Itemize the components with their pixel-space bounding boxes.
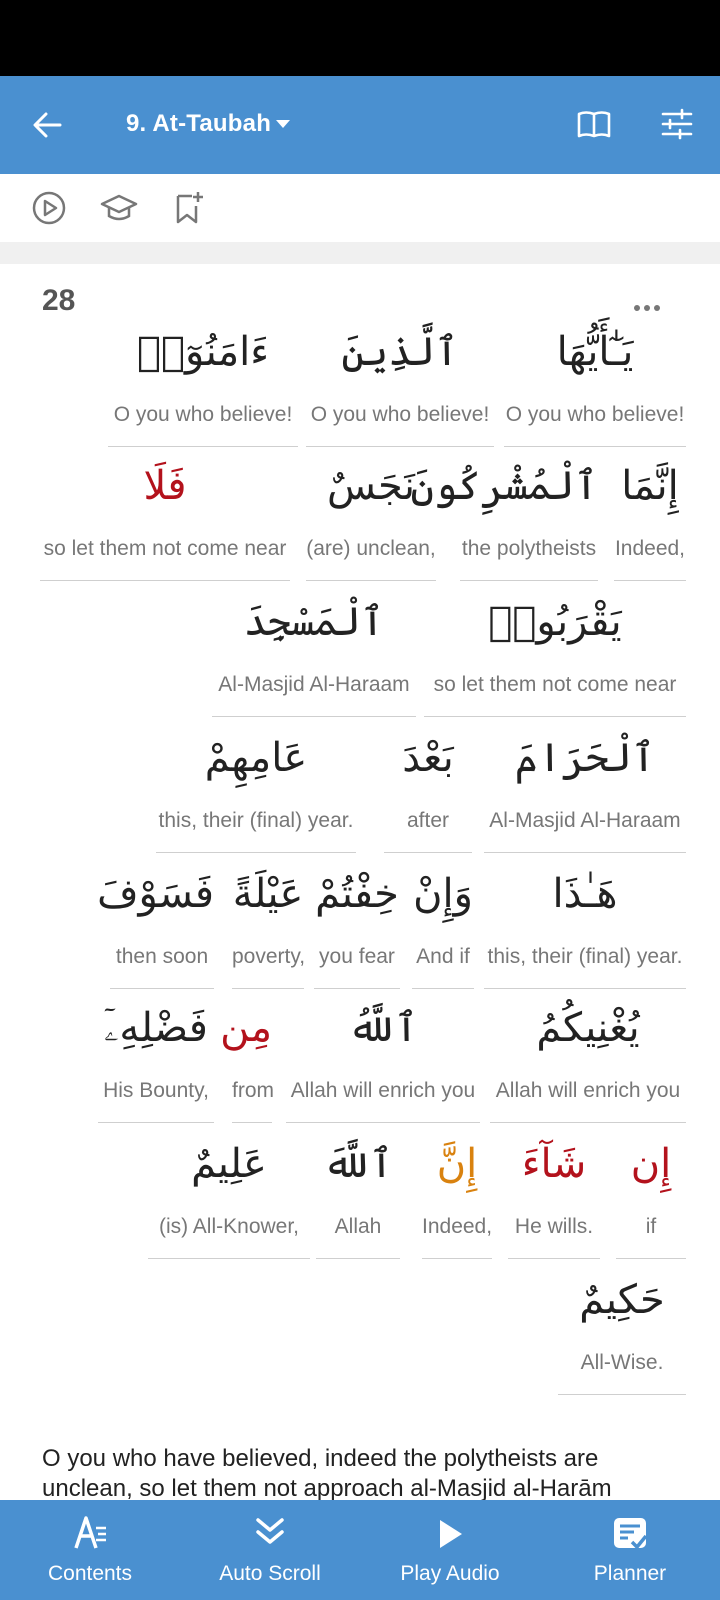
word-underline [316,1258,400,1259]
arabic-word: عَامِهِمْ [204,735,308,781]
word-item[interactable] [504,322,686,452]
more-options-icon[interactable] [634,296,664,315]
word-item[interactable] [410,456,598,586]
word-item[interactable] [616,1134,686,1264]
word-translation: His Bounty, [103,1079,209,1102]
nav-planner[interactable] [540,1500,720,1600]
app-bar [0,76,720,174]
arabic-word: إِنَّمَا [621,463,679,509]
word-item[interactable] [220,998,274,1128]
word-underline [412,988,474,989]
word-translation: He wills. [514,1215,594,1238]
bottom-navigation [0,1500,720,1600]
word-item[interactable] [212,592,416,722]
word-underline [484,852,686,853]
word-item[interactable] [490,998,686,1128]
word-underline [232,1122,272,1123]
word-translation: Indeed, [422,1215,493,1238]
arabic-word: فَسَوْفَ [97,871,214,917]
word-underline [508,1258,600,1259]
nav-contents[interactable] [0,1500,180,1600]
word-translation: this, their (final) year. [158,809,354,832]
word-translation: Allah will enrich you [495,1079,681,1102]
word-item[interactable] [286,998,480,1128]
word-underline [504,446,686,447]
word-underline [422,1258,492,1259]
word-underline [424,716,686,717]
back-arrow-icon[interactable] [30,110,64,140]
word-translation: (are) unclean, [306,537,436,560]
arabic-word: نَجَسٌ [327,463,415,509]
word-item[interactable] [508,1134,600,1264]
play-circle-icon[interactable] [29,188,69,228]
arabic-word: عَلِيمٌ [191,1141,267,1187]
word-translation: then soon [115,945,209,968]
arabic-word: مِن [220,1005,272,1051]
word-item[interactable] [484,864,686,994]
word-translation: this, their (final) year. [487,945,683,968]
book-icon[interactable] [576,108,612,140]
add-bookmark-icon[interactable] [168,188,208,228]
arabic-word: فَلَا [143,463,187,509]
word-underline [148,1258,310,1259]
auto-scroll-icon [252,1514,288,1554]
word-item[interactable] [156,728,356,858]
section-divider [0,242,720,264]
nav-play-audio[interactable] [360,1500,540,1600]
arabic-word: يَـٰٓأَيُّهَا [556,329,634,375]
word-underline [110,988,214,989]
play-audio-icon [432,1514,468,1554]
arabic-word: ٱلَّذِينَ [341,329,459,375]
word-underline [460,580,598,581]
word-translation: And if [416,945,470,968]
word-translation: All-Wise. [580,1351,664,1374]
word-underline [212,716,416,717]
word-item[interactable] [558,1270,686,1400]
arabic-word: عَيْلَةً [232,871,304,917]
arabic-word: فَضْلِهِۦٓ [104,1005,208,1051]
arabic-word: خِفْتُمْ [315,871,399,917]
word-item[interactable] [422,1134,492,1264]
nav-contents-label: Contents [47,1562,133,1585]
arabic-word: بَعْدَ [402,735,454,781]
word-underline [306,580,436,581]
graduation-cap-icon[interactable] [99,188,139,228]
word-item[interactable] [98,998,214,1128]
word-translation: so let them not come near [43,537,287,560]
arabic-word: ٱللَّهُ [347,1005,419,1051]
word-translation: O you who believe! [113,403,293,426]
nav-auto-scroll-label: Auto Scroll [219,1562,321,1585]
arabic-word: ٱلْحَرَامَ [514,735,656,781]
word-translation: so let them not come near [433,673,677,696]
contents-icon [72,1514,108,1554]
word-underline [286,1122,480,1123]
nav-auto-scroll[interactable] [180,1500,360,1600]
arabic-word: ٱلْمُشْرِكُونَ [410,463,598,509]
word-underline [40,580,290,581]
word-underline [614,580,686,581]
nav-play-audio-label: Play Audio [400,1562,500,1585]
word-item[interactable] [148,1134,310,1264]
word-translation: poverty, [232,945,306,968]
word-underline [98,1122,214,1123]
word-translation: after [406,809,450,832]
verse-content [0,264,720,1500]
word-translation: Allah [334,1215,382,1238]
verse-toolbar [0,174,720,242]
word-item[interactable] [384,728,472,858]
status-bar [0,0,720,76]
arabic-word: هَـٰذَا [552,871,618,917]
planner-icon [612,1514,648,1554]
word-translation: Al-Masjid Al-Haraam [489,809,681,832]
word-item[interactable] [306,322,494,452]
word-underline [616,1258,686,1259]
verse-translation: O you who have believed, indeed the polytheists are unclean, so let them not approach al-Masjid al-Harām [42,1445,612,1500]
word-translation: O you who believe! [505,403,685,426]
word-translation: (is) All-Knower, [158,1215,300,1238]
verse-number: 28 [42,284,76,317]
arabic-word: إِنَّ [436,1141,478,1187]
word-underline [156,852,356,853]
word-translation: Al-Masjid Al-Haraam [218,673,410,696]
arabic-word: يُغْنِيكُمُ [536,1005,640,1051]
word-translation: you fear [319,945,395,968]
word-item[interactable] [232,864,304,994]
arabic-word: يَقْرَبُوا۟ [488,599,622,645]
arabic-word: ٱللَّهَ [322,1141,394,1187]
word-item[interactable] [614,456,686,586]
arabic-word: وَإِنْ [413,871,473,917]
word-item[interactable] [484,728,686,858]
word-item[interactable] [314,864,400,994]
word-underline [484,988,686,989]
arabic-word: إِن [630,1141,672,1187]
word-item[interactable] [424,592,686,722]
word-translation: if [645,1215,657,1238]
word-translation: O you who believe! [310,403,490,426]
word-underline [490,1122,686,1123]
surah-title[interactable]: 9. At-Taubah [126,110,272,137]
word-item[interactable] [40,456,290,586]
surah-dropdown-caret-icon[interactable] [276,120,290,128]
word-item[interactable] [412,864,474,994]
arabic-word: شَآءَ [521,1141,587,1187]
word-translation: from [232,1079,274,1102]
word-translation: the polytheists [461,537,597,560]
word-underline [558,1394,686,1395]
nav-planner-label: Planner [593,1562,667,1585]
word-translation: Allah will enrich you [290,1079,476,1102]
arabic-word: ءَامَنُوٓا۟ [136,329,270,375]
word-translation: Indeed, [614,537,686,560]
arabic-word: حَكِيمٌ [579,1277,665,1323]
word-underline [306,446,494,447]
arabic-word: ٱلْمَسْجِدَ [243,599,385,645]
word-underline [384,852,472,853]
word-underline [108,446,298,447]
word-underline [232,988,304,989]
word-item[interactable] [306,456,436,586]
word-item[interactable] [108,322,298,452]
settings-sliders-icon[interactable] [660,108,694,140]
word-item[interactable] [97,864,214,994]
word-underline [314,988,400,989]
word-item[interactable] [316,1134,400,1264]
